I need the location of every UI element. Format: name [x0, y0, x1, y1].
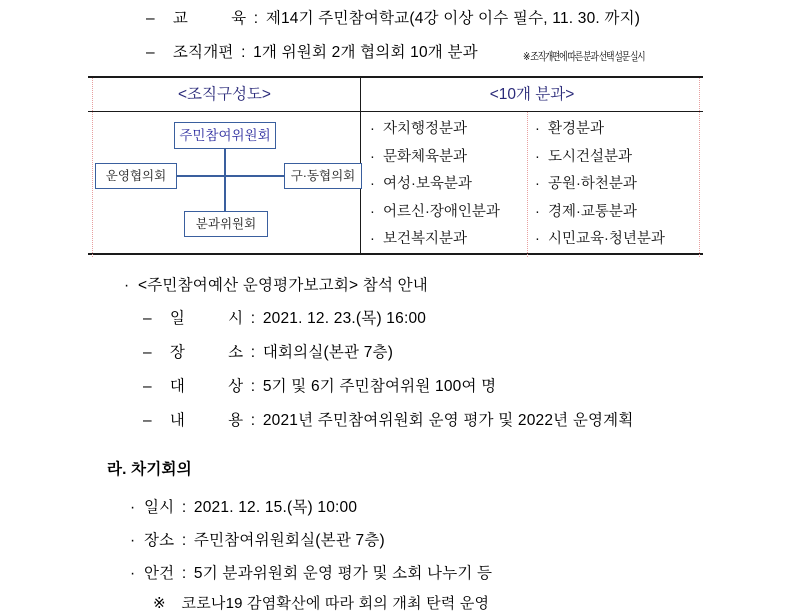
education-label-1: 교	[172, 10, 189, 27]
reorg-dash: –	[146, 44, 155, 61]
next-meeting-row-place	[130, 533, 385, 549]
table-dashed-border-right	[699, 78, 700, 257]
report-label-1: 대	[169, 378, 186, 395]
divisions-cell	[361, 112, 703, 254]
division-label: 환경분과	[548, 121, 605, 137]
table-dashed-border-left	[92, 78, 93, 257]
divisions-column-1	[370, 116, 530, 254]
org-chart-cell	[88, 112, 360, 254]
report-row-audience	[143, 379, 496, 395]
report-title-line	[124, 278, 428, 294]
next-meeting-colon: :	[181, 499, 187, 516]
next-meeting-footnote	[153, 596, 489, 611]
report-colon: :	[250, 378, 256, 395]
report-dash: –	[143, 310, 152, 327]
report-value: 대회의실(본관 7층)	[262, 344, 394, 361]
division-label: 시민교육·청년분과	[548, 231, 665, 247]
report-dash: –	[143, 344, 152, 361]
report-label-2: 상	[228, 378, 244, 395]
next-meeting-bullet-icon: ·	[130, 499, 136, 516]
report-value: 2021. 12. 23.(목) 16:00	[262, 310, 427, 327]
next-meeting-label: 일시	[144, 499, 175, 516]
division-label: 경제·교통분과	[548, 203, 637, 220]
division-label: 문화체육분과	[383, 148, 468, 165]
division-bullet-icon: ·	[535, 176, 540, 192]
table-header-divisions: <10개 분과>	[489, 86, 575, 103]
report-label-1: 장	[169, 344, 186, 361]
report-title: <주민참여예산 운영평가보고회> 참석 안내	[138, 277, 428, 294]
report-row-datetime	[143, 311, 426, 327]
report-label-2: 용	[228, 412, 244, 429]
division-label: 공원·하천분과	[548, 176, 637, 192]
division-item	[535, 226, 700, 254]
next-meeting-bullet-icon: ·	[130, 532, 136, 549]
next-meeting-colon: :	[181, 565, 187, 582]
division-label: 여성·보육분과	[383, 176, 472, 192]
org-node-operating-council: 운영협의회	[95, 163, 177, 189]
next-meeting-label: 장소	[144, 532, 175, 549]
division-bullet-icon: ·	[370, 231, 375, 247]
division-bullet-icon: ·	[370, 203, 375, 220]
division-item	[535, 116, 700, 144]
division-item	[370, 116, 530, 144]
report-bullet-icon: ·	[124, 277, 130, 294]
division-item	[535, 199, 700, 227]
report-value: 2021년 주민참여위원회 운영 평가 및 2022년 운영계획	[262, 412, 634, 429]
report-label-2: 소	[228, 344, 244, 361]
education-value: 제14기 주민참여학교(4강 이상 이수 필수, 11. 30. 까지)	[265, 10, 641, 27]
division-bullet-icon: ·	[535, 203, 540, 220]
next-meeting-bullet-icon: ·	[130, 565, 136, 582]
next-meeting-value: 2021. 12. 15.(목) 10:00	[193, 499, 358, 516]
next-meeting-value: 5기 분과위원회 운영 평가 및 소회 나누기 등	[193, 565, 493, 582]
division-item	[370, 144, 530, 172]
education-label-2: 육	[231, 10, 247, 27]
division-bullet-icon: ·	[535, 148, 540, 165]
reorg-line	[146, 45, 478, 61]
education-colon: :	[253, 10, 259, 27]
division-bullet-icon: ·	[535, 121, 540, 137]
report-dash: –	[143, 378, 152, 395]
report-dash: –	[143, 412, 152, 429]
next-meeting-row-datetime	[130, 500, 357, 516]
division-bullet-icon: ·	[370, 148, 375, 165]
division-item	[370, 226, 530, 254]
division-label: 자치행정분과	[383, 121, 468, 137]
division-bullet-icon: ·	[370, 176, 375, 192]
division-item	[535, 144, 700, 172]
footnote-mark-icon: ※	[153, 595, 166, 612]
table-header-row	[88, 78, 703, 112]
next-meeting-label: 안건	[144, 565, 175, 582]
report-label-1: 일	[169, 310, 186, 327]
report-row-content	[143, 413, 634, 429]
reorg-colon: :	[241, 44, 246, 61]
next-meeting-value: 주민참여위원회실(본관 7층)	[193, 532, 385, 549]
report-colon: :	[250, 310, 256, 327]
division-item	[535, 171, 700, 199]
division-bullet-icon: ·	[535, 231, 540, 247]
reorg-survey-note: ※ 조직개편에 따른 분과 선택 설문 실시	[523, 51, 645, 63]
division-label: 어르신·장애인분과	[383, 203, 500, 220]
next-meeting-heading: 라. 차기회의	[107, 461, 192, 478]
org-node-committee: 주민참여위원회	[174, 122, 276, 149]
division-item	[370, 199, 530, 227]
reorg-value: 1개 위원회 2개 협의회 10개 분과	[253, 44, 478, 61]
report-row-place	[143, 345, 393, 361]
education-dash: –	[146, 10, 155, 27]
footnote-text: 코로나19 감염확산에 따라 회의 개최 탄력 운영	[181, 595, 490, 612]
divisions-dashed-divider	[527, 112, 528, 257]
next-meeting-colon: :	[181, 532, 187, 549]
report-value: 5기 및 6기 주민참여위원 100여 명	[262, 378, 497, 395]
education-line	[146, 11, 640, 27]
divisions-column-2	[535, 116, 700, 254]
org-node-district-council: 구·동협의회	[284, 163, 362, 189]
division-label: 보건복지분과	[383, 231, 468, 247]
reorg-label: 조직개편	[172, 44, 234, 61]
division-label: 도시건설분과	[548, 148, 633, 165]
org-chart-vertical-connector	[224, 148, 226, 212]
report-label-2: 시	[228, 310, 244, 327]
report-colon: :	[250, 344, 256, 361]
next-meeting-row-agenda	[130, 566, 492, 582]
report-colon: :	[250, 412, 256, 429]
org-node-subcommittee: 분과위원회	[184, 211, 268, 237]
table-header-org-chart: <조직구성도>	[178, 86, 271, 103]
organization-table	[88, 76, 703, 255]
division-item	[370, 171, 530, 199]
report-label-1: 내	[169, 412, 186, 429]
table-body-row	[88, 112, 703, 254]
division-bullet-icon: ·	[370, 121, 375, 137]
org-chart-horizontal-connector	[176, 175, 286, 177]
